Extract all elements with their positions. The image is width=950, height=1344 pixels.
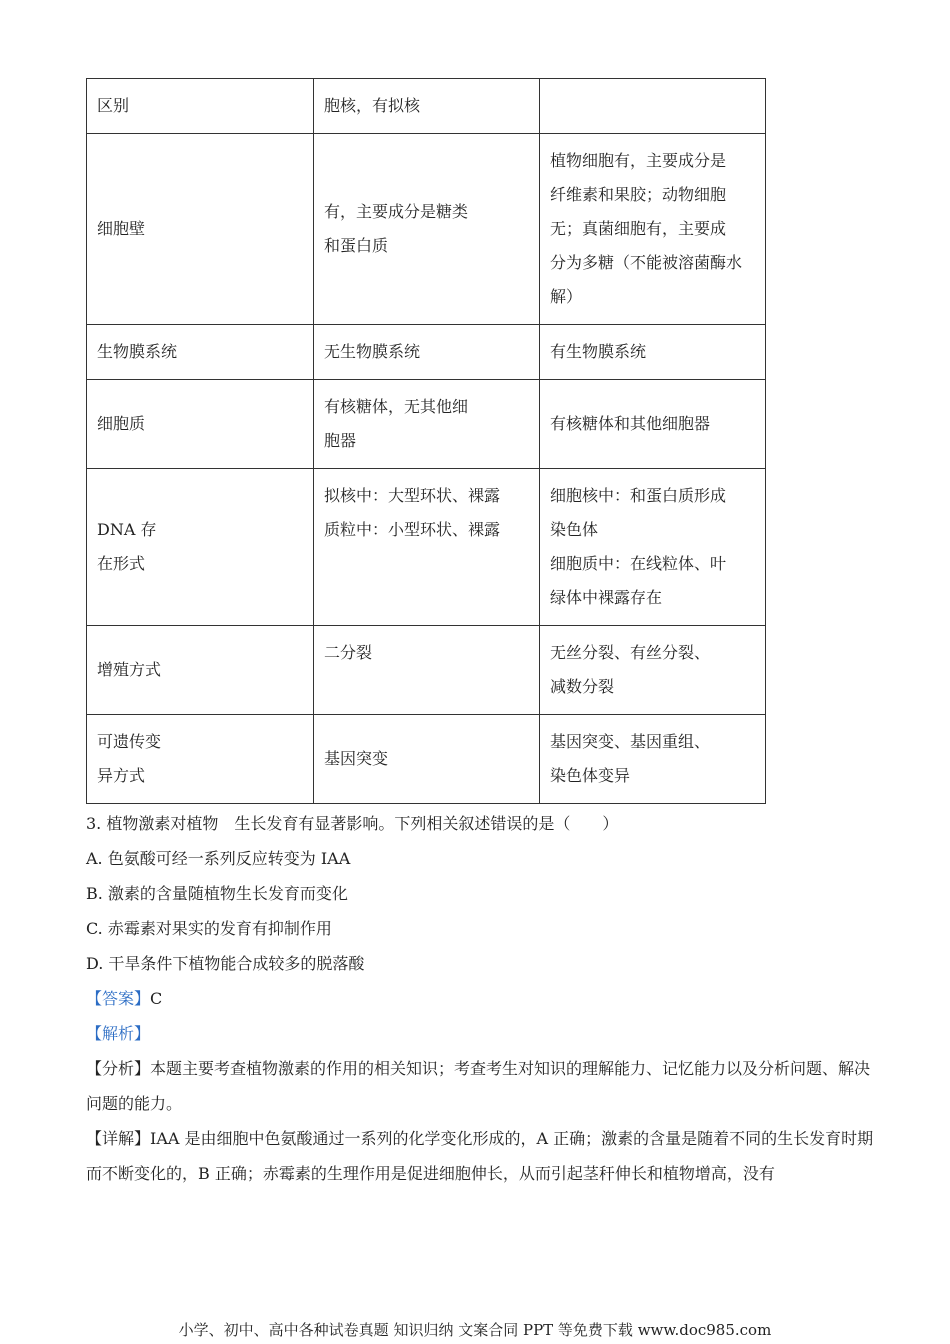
page-footer: 小学、初中、高中各种试卷真题 知识归纳 文案合同 PPT 等免费下载 www.doc985.com bbox=[178, 1321, 772, 1339]
cell-eukaryote bbox=[540, 325, 766, 380]
answer-value: C bbox=[150, 989, 163, 1008]
cell-eukaryote bbox=[540, 469, 766, 626]
cell-text-line: 分为多糖（不能被溶菌酶水 bbox=[550, 253, 743, 272]
cell-text-line: 染色体 bbox=[550, 520, 599, 539]
cell-prokaryote bbox=[314, 79, 540, 134]
cell-text-line: 有核糖体，无其他细 bbox=[324, 397, 469, 416]
cell-text-line: 细胞质中：在线粒体、叶 bbox=[550, 554, 727, 573]
cell-prokaryote bbox=[314, 134, 540, 325]
option-c: C. 赤霉素对果实的发育有抑制作用 bbox=[86, 919, 332, 938]
cell-text-line: 纤维素和果胶；动物细胞 bbox=[550, 185, 727, 204]
cell-text-line: 基因突变、基因重组、 bbox=[550, 732, 711, 751]
table-row-variation bbox=[87, 715, 766, 804]
cell-text-line: 染色体变异 bbox=[550, 766, 631, 785]
cell-eukaryote bbox=[540, 134, 766, 325]
table-row-header bbox=[87, 79, 766, 134]
cell-text-line: 植物细胞有，主要成分是 bbox=[550, 151, 727, 170]
cell-text-line: 无；真菌细胞有，主要成 bbox=[550, 219, 727, 238]
fenxi-tag: 【分析】 bbox=[86, 1059, 151, 1078]
answer-line bbox=[86, 981, 876, 1016]
table-body bbox=[87, 79, 766, 804]
cell-text-line: 细胞核中：和蛋白质形成 bbox=[550, 486, 727, 505]
cell-eukaryote bbox=[540, 79, 766, 134]
cell-text-line: 区别 bbox=[97, 96, 130, 115]
cell-text-line: 和蛋白质 bbox=[324, 236, 389, 255]
cell-text-line: 胞核，有拟核 bbox=[324, 96, 421, 115]
cell-label bbox=[87, 79, 314, 134]
cell-text-line: 胞器 bbox=[324, 431, 357, 450]
question-block bbox=[86, 806, 876, 1191]
cell-text-line: 减数分裂 bbox=[550, 677, 615, 696]
cell-text-line: 基因突变 bbox=[324, 749, 389, 768]
option-d: D. 干旱条件下植物能合成较多的脱落酸 bbox=[86, 954, 365, 973]
cell-text-line: 拟核中：大型环状、裸露 bbox=[324, 486, 501, 505]
table-row-reproduction bbox=[87, 626, 766, 715]
analysis-tag: 【解析】 bbox=[86, 1024, 151, 1043]
cell-text-line: 细胞质 bbox=[97, 414, 146, 433]
cell-text-line: 异方式 bbox=[97, 766, 146, 785]
cell-text-line: 在形式 bbox=[97, 554, 146, 573]
fenxi-text: 本题主要考查植物激素的作用的相关知识；考查考生对知识的理解能力、记忆能力以及分析问题、解决问题的能力。 bbox=[86, 1059, 871, 1113]
cell-eukaryote bbox=[540, 715, 766, 804]
xiangjie-tag: 【详解】 bbox=[86, 1129, 151, 1148]
cell-text-line: 细胞壁 bbox=[97, 219, 146, 238]
question-stem: 3. 植物激素对植物 生长发育有显著影响。下列相关叙述错误的是（ ） bbox=[86, 814, 619, 833]
cell-label bbox=[87, 134, 314, 325]
cell-text-line: 质粒中：小型环状、裸露 bbox=[324, 520, 501, 539]
cell-prokaryote bbox=[314, 715, 540, 804]
cell-prokaryote bbox=[314, 469, 540, 626]
cell-label bbox=[87, 380, 314, 469]
xiangjie-text: IAA 是由细胞中色氨酸通过一系列的化学变化形成的，A 正确；激素的含量是随着不同的生长发育时期而不断变化的，B 正确；赤霉素的生理作用是促进细胞伸长，从而引起茎秆伸长和植物增高，没有 bbox=[86, 1129, 874, 1183]
cell-text-line: 有，主要成分是糖类 bbox=[324, 202, 469, 221]
cell-text-line: 有核糖体和其他细胞器 bbox=[550, 414, 711, 433]
cell-label bbox=[87, 325, 314, 380]
option-b: B. 激素的含量随植物生长发育而变化 bbox=[86, 884, 348, 903]
cell-prokaryote bbox=[314, 626, 540, 715]
comparison-table-container bbox=[86, 78, 766, 804]
xiangjie-paragraph bbox=[86, 1121, 876, 1191]
cell-eukaryote bbox=[540, 626, 766, 715]
table-row-cell-wall bbox=[87, 134, 766, 325]
cell-text-line: 无丝分裂、有丝分裂、 bbox=[550, 643, 711, 662]
option-a: A. 色氨酸可经一系列反应转变为 IAA bbox=[86, 849, 351, 868]
cell-text-line: 绿体中裸露存在 bbox=[550, 588, 663, 607]
table-row-cytoplasm bbox=[87, 380, 766, 469]
table-row-dna-form bbox=[87, 469, 766, 626]
cell-label bbox=[87, 715, 314, 804]
comparison-table bbox=[86, 78, 766, 804]
cell-text-line: 有生物膜系统 bbox=[550, 342, 647, 361]
cell-prokaryote bbox=[314, 380, 540, 469]
cell-text-line: 生物膜系统 bbox=[97, 342, 178, 361]
cell-text-line: 无生物膜系统 bbox=[324, 342, 421, 361]
cell-text-line: 解） bbox=[550, 287, 583, 306]
cell-eukaryote bbox=[540, 380, 766, 469]
cell-text-line: 二分裂 bbox=[324, 643, 373, 662]
cell-label bbox=[87, 469, 314, 626]
table-row-membrane-system bbox=[87, 325, 766, 380]
cell-text-line: 可遗传变 bbox=[97, 732, 162, 751]
cell-text-line: 增殖方式 bbox=[97, 660, 162, 679]
answer-tag: 【答案】 bbox=[86, 989, 151, 1008]
fenxi-paragraph bbox=[86, 1051, 876, 1121]
analysis-line bbox=[86, 1016, 876, 1051]
cell-label bbox=[87, 626, 314, 715]
cell-text-line: DNA 存 bbox=[97, 520, 157, 539]
cell-prokaryote bbox=[314, 325, 540, 380]
